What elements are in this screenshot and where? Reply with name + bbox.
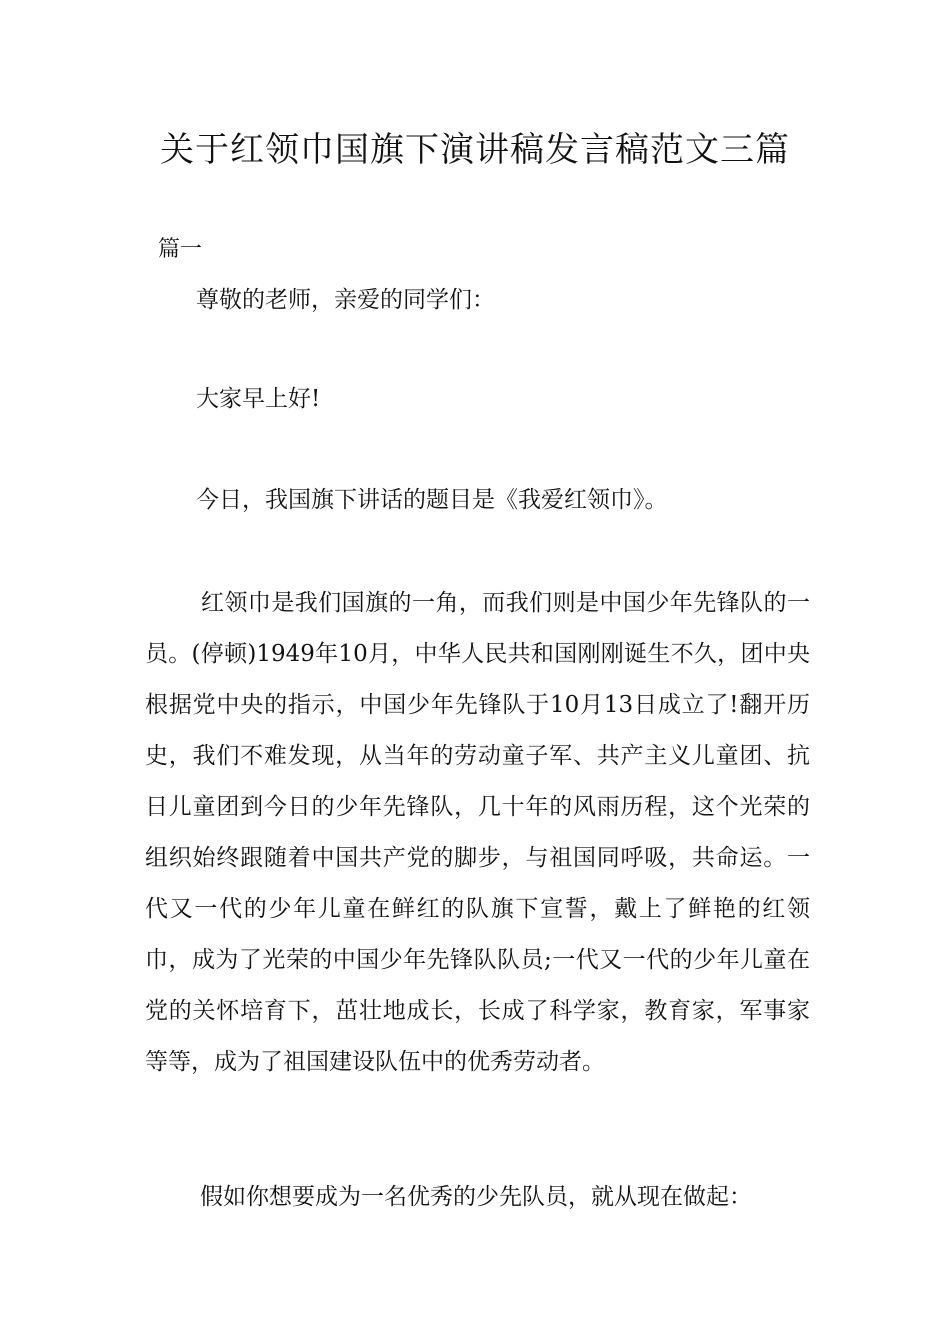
topic-line: 今日，我国旗下讲话的题目是《我爱红领巾》。 [196,487,668,513]
section-label: 篇一 [158,237,203,262]
morning-greeting: 大家早上好! [196,386,321,412]
body-paragraph-1: 红领巾是我们国旗的一角，而我们则是中国少年先锋队的一员。(停顿)1949年10月，中华人民共和国刚刚诞生不久，团中央根据党中央的指示，中国少年先锋队于10月13日成立了!翻开历史，我们不难发现，从当年的劳动童子军、共产主义儿童团、抗日儿童团到今日的少年先锋队，几十年的风雨历程，这个光荣的组织始终跟随着中国共产党的脚步，与祖国同呼吸，共命运。一代又一代的少年儿童在鲜红的队旗下宣誓，戴上了鲜艳的红领巾，成为了光荣的中国少年先锋队队员;一代又一代的少年儿童在党的关怀培育下，茁壮地成长，长成了科学家，教育家，军事家等等，成为了祖国建设队伍中的优秀劳动者。 [145,590,810,1075]
body-paragraph-2: 假如你想要成为一名优秀的少先队员，就从现在做起： [200,1184,752,1210]
document-title: 关于红领巾国旗下演讲稿发言稿范文三篇 [160,130,790,170]
greeting-line: 尊敬的老师，亲爱的同学们： [196,287,495,313]
